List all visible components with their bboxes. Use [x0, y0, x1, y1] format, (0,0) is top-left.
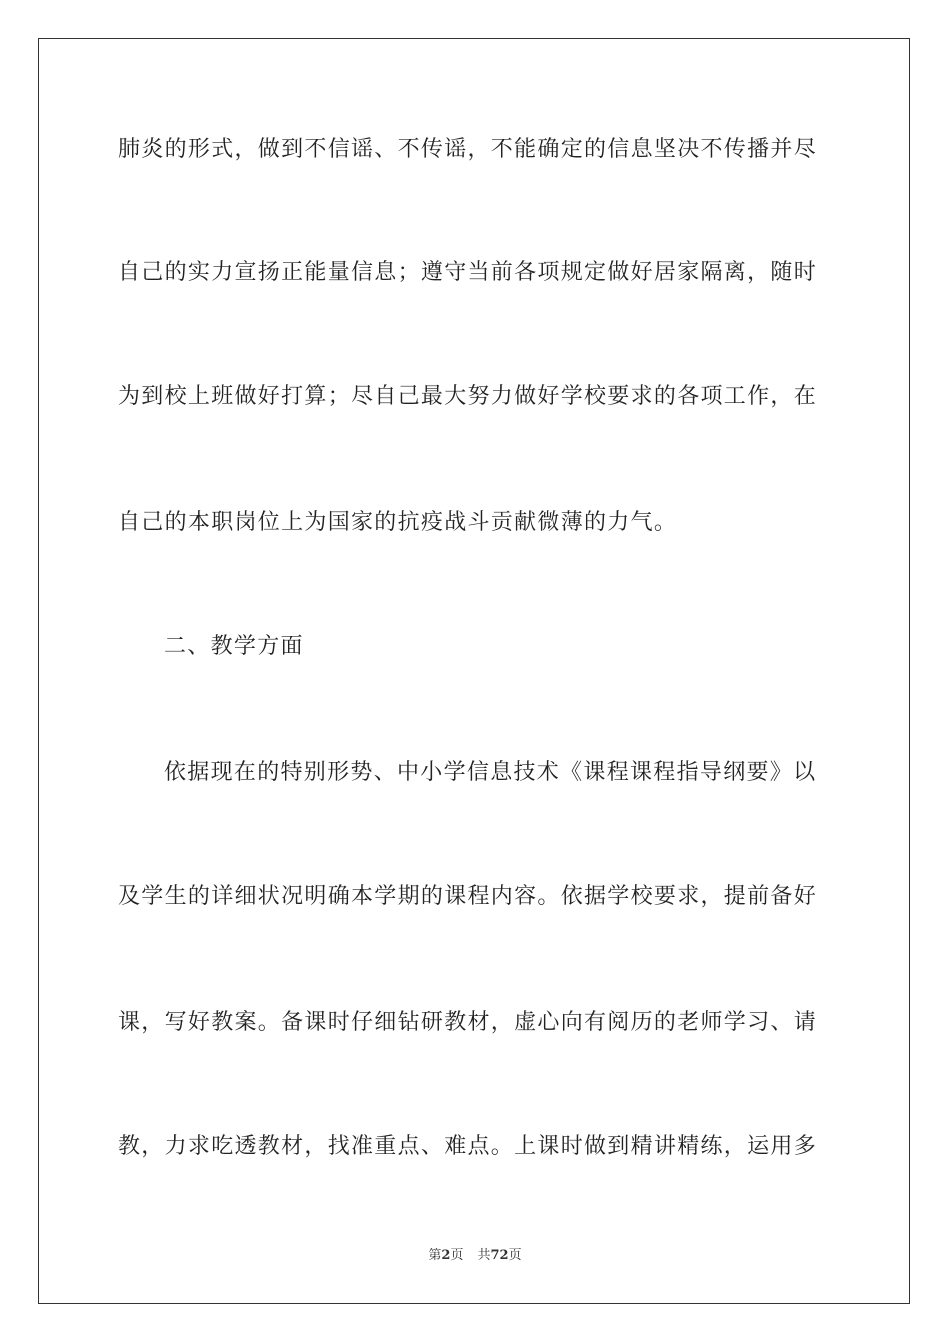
paragraph2-line-1: 依据现在的特别形势、中小学信息技术《课程课程指导纲要》以: [164, 760, 817, 785]
paragraph2-line-3: 课，写好教案。备课时仔细钻研教材，虚心向有阅历的老师学习、请: [118, 1010, 818, 1035]
total-suffix: 页: [508, 1248, 522, 1263]
paragraph1-line-2: 自己的实力宣扬正能量信息；遵守当前各项规定做好居家隔离，随时: [118, 260, 818, 285]
paragraph2-line-4: 教，力求吃透教材，找准重点、难点。上课时做到精讲精练，运用多: [118, 1134, 818, 1159]
page-number: 2: [441, 1248, 451, 1263]
page-footer: [0, 1247, 950, 1265]
paragraph1-line-3: 为到校上班做好打算；尽自己最大努力做好学校要求的各项工作，在: [118, 384, 818, 409]
paragraph1-line-1: 肺炎的形式，做到不信谣、不传谣，不能确定的信息坚决不传播并尽: [118, 137, 818, 162]
total-prefix: 共: [477, 1248, 491, 1263]
paragraph1-line-4: 自己的本职岗位上为国家的抗疫战斗贡献微薄的力气。: [118, 510, 678, 535]
section-heading: 二、教学方面: [164, 634, 304, 659]
paragraph2-line-2: 及学生的详细状况明确本学期的课程内容。依据学校要求，提前备好: [118, 884, 818, 909]
page-suffix: 页: [450, 1248, 464, 1263]
total-pages: 72: [490, 1248, 509, 1263]
page-prefix: 第: [428, 1248, 442, 1263]
page-frame: [38, 38, 910, 1304]
